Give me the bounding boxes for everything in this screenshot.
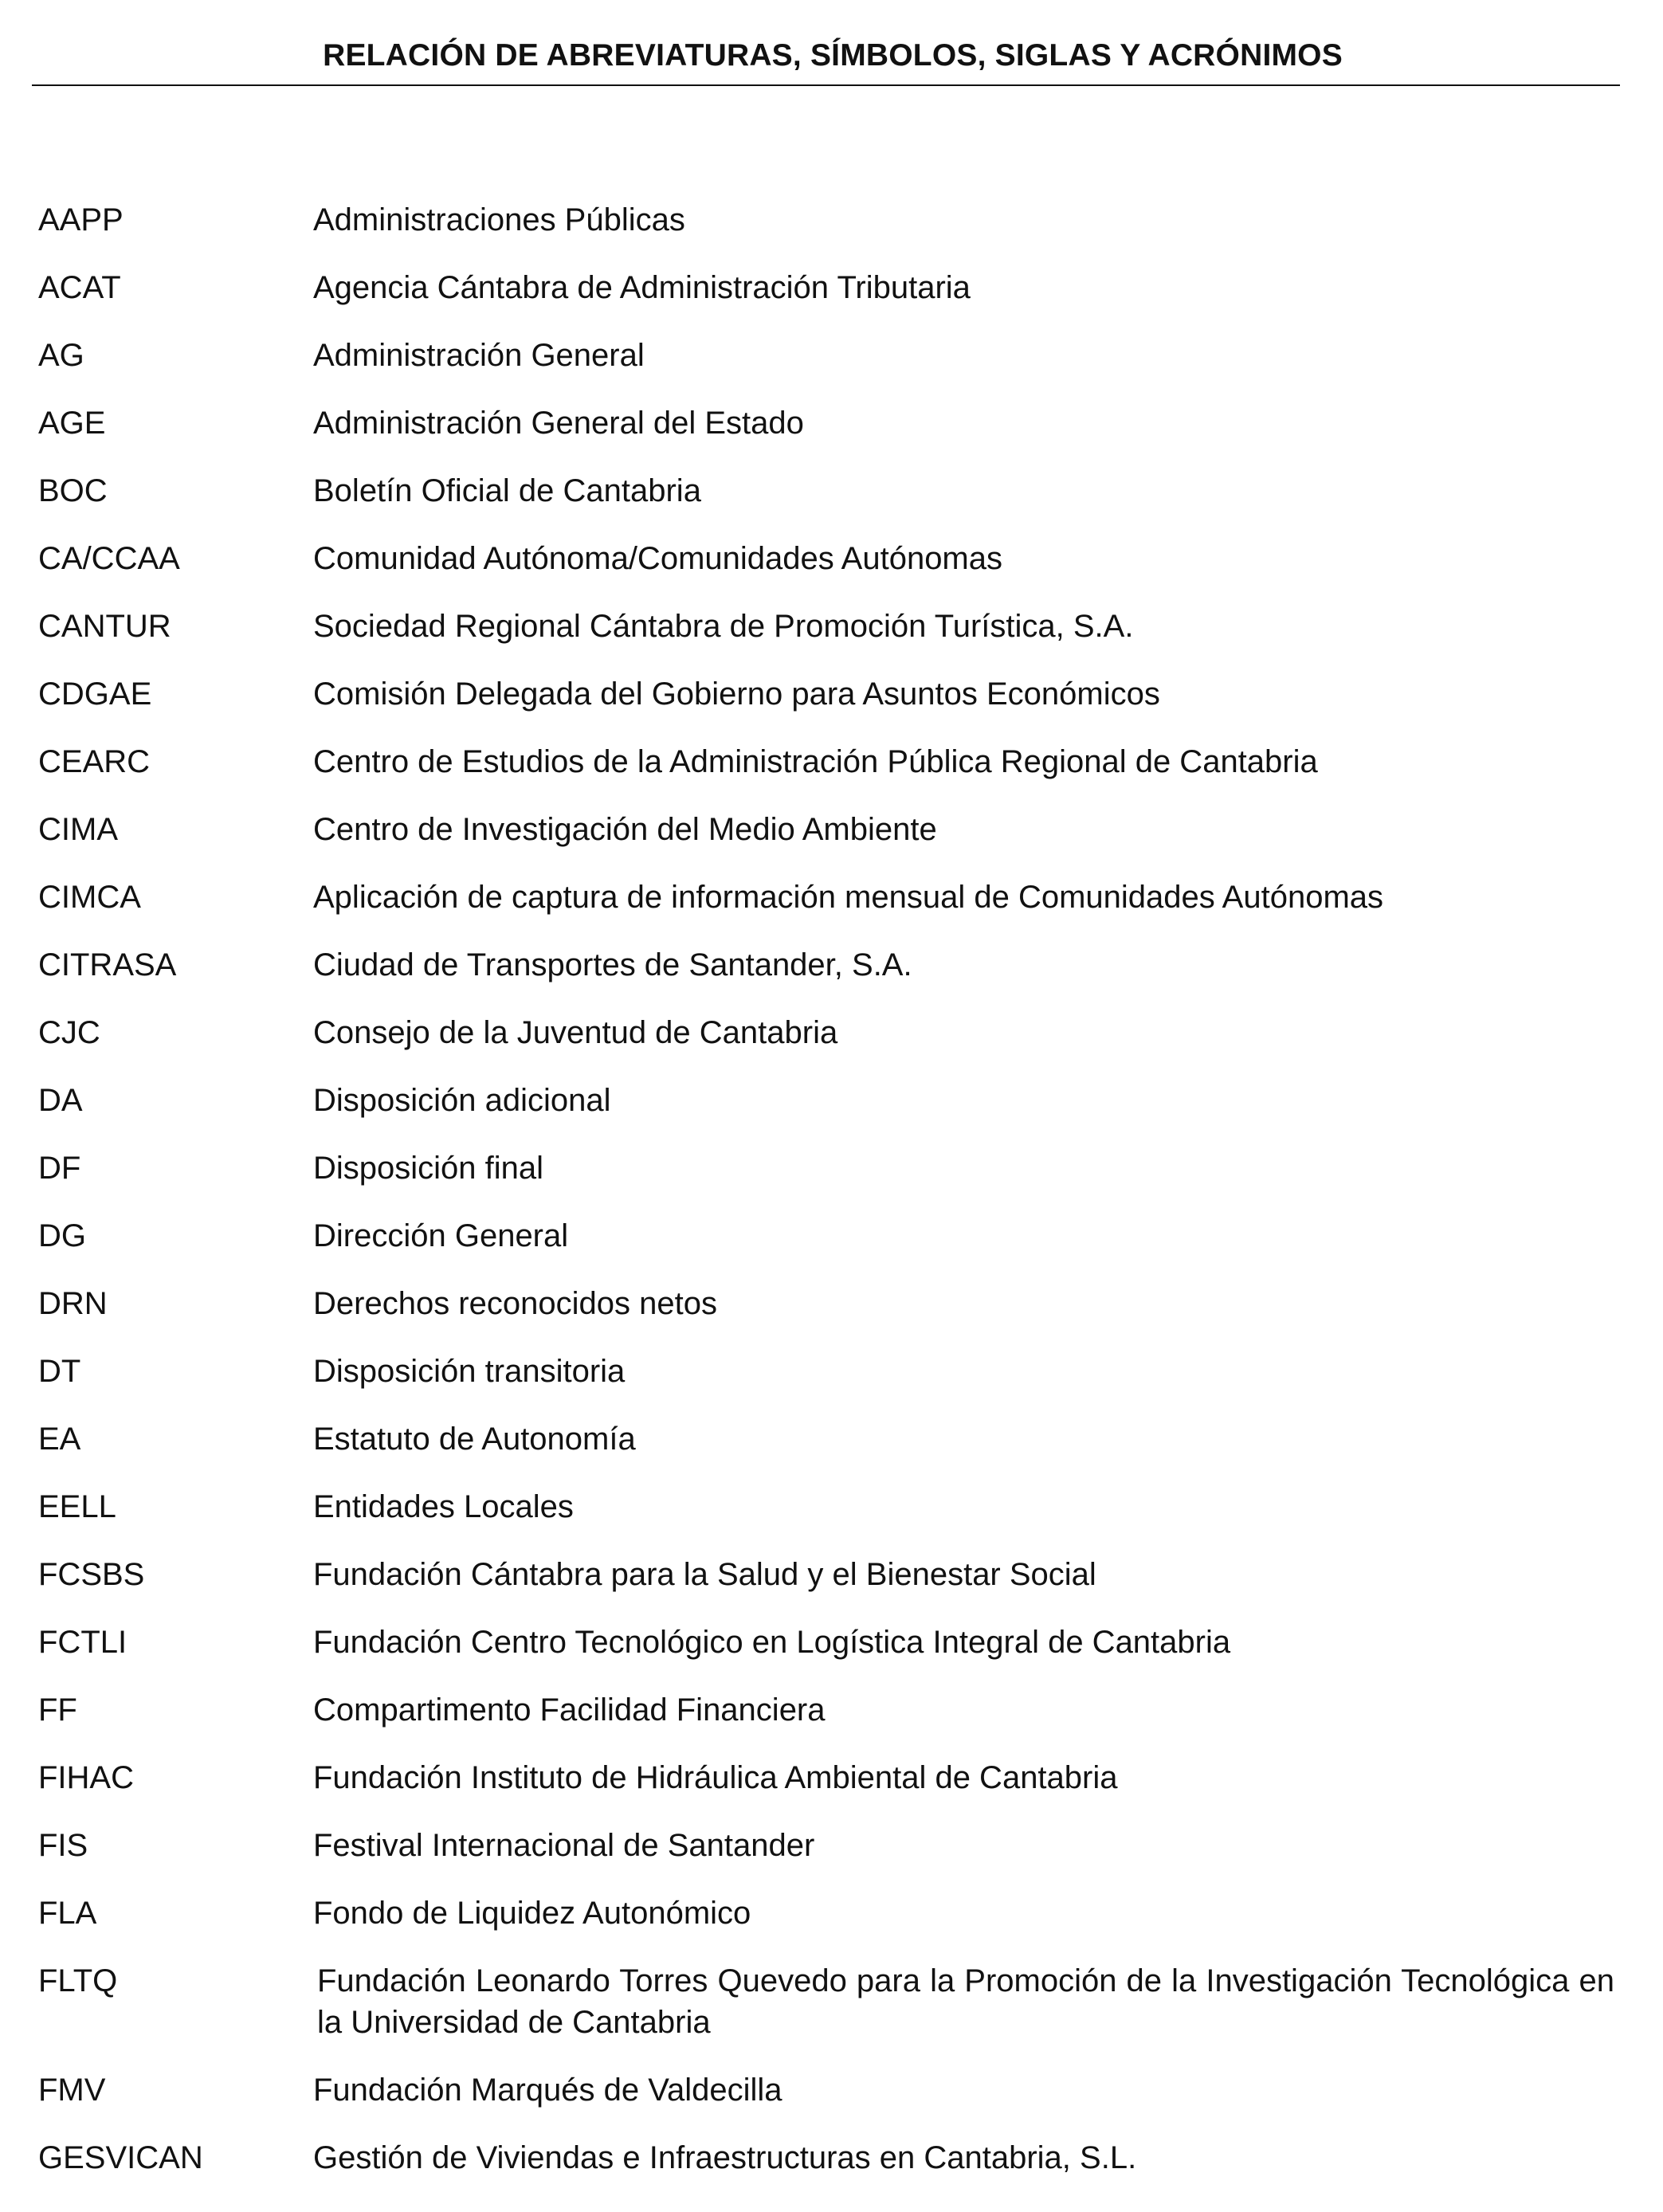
list-item [0, 1689, 1663, 1757]
definition: Fundación Centro Tecnológico en Logística Integral de Cantabria [313, 1625, 1231, 1660]
definition: Fundación Instituto de Hidráulica Ambiental de Cantabria [313, 1760, 1118, 1795]
list-item [0, 2069, 1663, 2137]
abbreviation: EA [38, 1422, 81, 1457]
list-item [0, 1554, 1663, 1622]
list-item [0, 470, 1663, 538]
list-item [0, 1960, 1663, 2069]
abbreviation: CITRASA [38, 947, 177, 982]
abbreviation: DT [38, 1354, 81, 1389]
definition: Gestión de Viviendas e Infraestructuras en Cantabria, S.L. [313, 2140, 1137, 2175]
list-item [0, 1757, 1663, 1825]
list-item [0, 1418, 1663, 1486]
abbreviation: FCSBS [38, 1557, 145, 1592]
definition: Derechos reconocidos netos [313, 1286, 717, 1321]
definition: Festival Internacional de Santander [313, 1828, 815, 1863]
list-item [0, 1825, 1663, 1892]
abbreviation: BOC [38, 473, 108, 508]
definition: Compartimento Facilidad Financiera [313, 1692, 826, 1728]
list-item [0, 1486, 1663, 1554]
list-item [0, 606, 1663, 673]
list-item [0, 1080, 1663, 1147]
list-item [0, 673, 1663, 741]
definition: Disposición adicional [313, 1083, 611, 1118]
list-item [0, 402, 1663, 470]
list-item [0, 1283, 1663, 1351]
definition: Administración General del Estado [313, 406, 804, 441]
list-item [0, 267, 1663, 335]
list-item [0, 538, 1663, 606]
definition: Fondo de Liquidez Autonómico [313, 1896, 751, 1931]
definition: Boletín Oficial de Cantabria [313, 473, 701, 508]
list-item [0, 335, 1663, 402]
abbreviation: FLTQ [38, 1963, 118, 1998]
definition: Agencia Cántabra de Administración Tributaria [313, 270, 971, 305]
definition: Disposición final [313, 1151, 544, 1186]
definition: Fundación Cántabra para la Salud y el Bienestar Social [313, 1557, 1096, 1592]
abbreviation: CDGAE [38, 677, 152, 712]
list-item [0, 1892, 1663, 1960]
abbreviation: CEARC [38, 744, 151, 779]
list-item [0, 1351, 1663, 1418]
abbreviation: DRN [38, 1286, 108, 1321]
abbreviation: CANTUR [38, 609, 171, 644]
abbreviation: GESVICAN [38, 2140, 203, 2175]
abbreviation: EELL [38, 1489, 116, 1524]
abbreviation: AG [38, 338, 84, 373]
definition: Administraciones Públicas [313, 202, 685, 237]
abbreviation: DG [38, 1218, 86, 1253]
abbreviation: CA/CCAA [38, 541, 180, 576]
abbreviation: AGE [38, 406, 106, 441]
definition: Ciudad de Transportes de Santander, S.A. [313, 947, 912, 982]
abbreviation: DF [38, 1151, 81, 1186]
abbreviation: CIMCA [38, 880, 141, 915]
abbreviation: FIS [38, 1828, 88, 1863]
definition: Sociedad Regional Cántabra de Promoción Turística, S.A. [313, 609, 1134, 644]
abbreviation: DA [38, 1083, 83, 1118]
abbreviation: ACAT [38, 270, 121, 305]
abbreviation: FF [38, 1692, 77, 1728]
definition: Centro de Investigación del Medio Ambiente [313, 812, 937, 847]
abbreviation: CIMA [38, 812, 118, 847]
abbreviation: FCTLI [38, 1625, 127, 1660]
abbreviation: FIHAC [38, 1760, 134, 1795]
document-title: RELACIÓN DE ABREVIATURAS, SÍMBOLOS, SIGLAS Y ACRÓNIMOS [323, 38, 1343, 73]
abbreviation: FMV [38, 2073, 106, 2108]
abbreviation: CJC [38, 1015, 100, 1050]
definition: Disposición transitoria [313, 1354, 626, 1389]
list-item [0, 1215, 1663, 1283]
abbreviation: FLA [38, 1896, 97, 1931]
list-item [0, 809, 1663, 877]
abbreviation: AAPP [38, 202, 124, 237]
definition: Centro de Estudios de la Administración Pública Regional de Cantabria [313, 744, 1318, 779]
definition: Aplicación de captura de información mensual de Comunidades Autónomas [313, 880, 1384, 915]
definition: Fundación Marqués de Valdecilla [313, 2073, 782, 2108]
list-item [0, 944, 1663, 1012]
list-item [0, 199, 1663, 267]
title-underline [32, 84, 1620, 86]
abbreviation-list [0, 199, 1663, 2205]
list-item [0, 1622, 1663, 1689]
list-item [0, 1147, 1663, 1215]
list-item [0, 741, 1663, 809]
list-item [0, 2137, 1663, 2205]
definition: Estatuto de Autonomía [313, 1422, 636, 1457]
list-item [0, 877, 1663, 944]
definition: Administración General [313, 338, 645, 373]
definition: Comunidad Autónoma/Comunidades Autónomas [313, 541, 1002, 576]
definition: Dirección General [313, 1218, 569, 1253]
list-item [0, 1012, 1663, 1080]
definition: Comisión Delegada del Gobierno para Asuntos Económicos [313, 677, 1160, 712]
definition: Consejo de la Juventud de Cantabria [313, 1015, 838, 1050]
definition: Fundación Leonardo Torres Quevedo para la Promoción de la Investigación Tecnológica en la Universidad de Cantabria [317, 1963, 1614, 2040]
definition: Entidades Locales [313, 1489, 574, 1524]
